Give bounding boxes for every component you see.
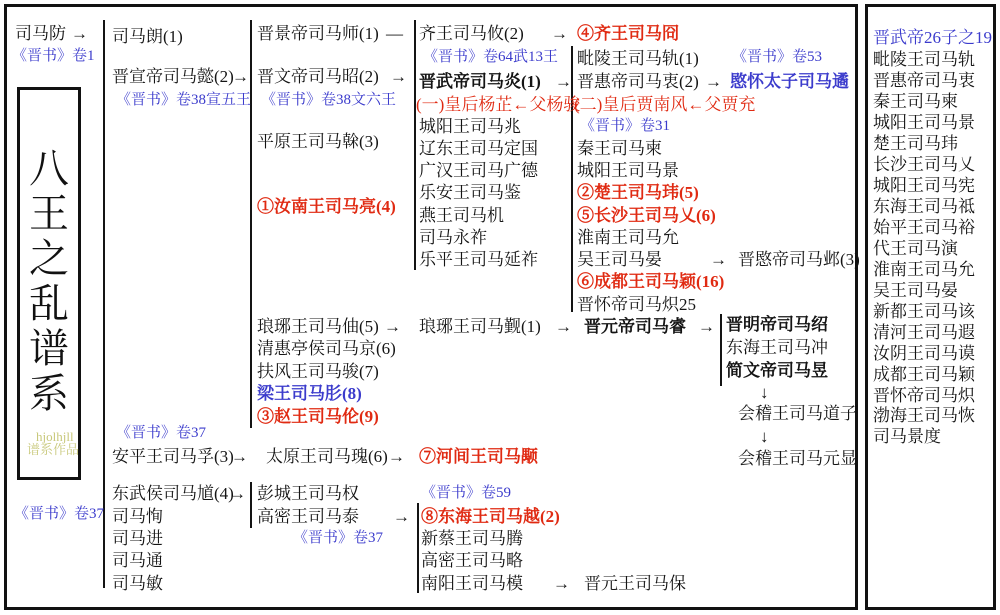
- node-sima-jing-chengyang: 城阳王司马景: [577, 161, 679, 180]
- sidebar-item: 代王司马演: [873, 239, 958, 258]
- node-sima-min: 司马敏: [112, 574, 163, 593]
- node-sima-you: 齐王司马攸(2): [419, 24, 524, 43]
- title-char: 系: [29, 371, 69, 416]
- ref-jinshu-vol37-c3: 《晋书》卷37: [293, 530, 384, 546]
- ref-jinshu-vol59: 《晋书》卷59: [421, 485, 512, 501]
- node-sima-ji: 燕王司马机: [419, 206, 504, 225]
- sidebar-item: 淮南王司马允: [873, 260, 975, 279]
- arrow-down-icon: ↓: [760, 427, 769, 446]
- ref-jinshu-vol31: 《晋书》卷31: [580, 118, 671, 134]
- node-sima-wei-prince2: ②楚王司马玮(5): [577, 183, 699, 202]
- node-sima-zhong-emperor-hui: 晋惠帝司马衷(2): [577, 72, 699, 91]
- sidebar-item: 汝阴王司马谟: [873, 344, 975, 363]
- node-sima-yu-emperor-jianwen: 简文帝司马昱: [726, 361, 828, 380]
- arrow-right-icon: →: [553, 574, 570, 593]
- node-sima-fu: 安平王司马孚(3): [112, 447, 234, 466]
- node-sima-rui-emperor-yuan: 晋元帝司马睿: [584, 317, 686, 336]
- node-sima-yanzuo: 乐平王司马延祚: [419, 250, 538, 269]
- node-sima-kui: 东武侯司马馗(4): [112, 484, 234, 503]
- node-sima-yan-wu: 吴王司马晏: [577, 250, 662, 269]
- node-sima-tong: 司马通: [112, 551, 163, 570]
- arrow-down-icon: ↓: [760, 383, 769, 402]
- sidebar-item: 晋惠帝司马衷: [873, 71, 975, 90]
- title-char: 之: [29, 236, 69, 281]
- node-sima-yan-emperor-wu: 晋武帝司马炎(1): [419, 72, 541, 91]
- bracket-sima-yi-sons: [250, 20, 252, 428]
- node-sima-yi: 晋宣帝司马懿(2): [112, 67, 234, 86]
- node-sima-gui-piling: 毗陵王司马轨(1): [577, 49, 699, 68]
- node-sima-guangde: 广汉王司马广德: [419, 161, 538, 180]
- ref-jinshu-vol64: 《晋书》卷64武13王: [423, 49, 559, 65]
- page-title: [22, 146, 76, 416]
- arrow-right-icon: →: [384, 317, 401, 336]
- title-char: 王: [29, 191, 69, 236]
- sidebar-item: 东海王司马祗: [873, 197, 975, 216]
- node-sima-yue-prince8: ⑧东海王司马越(2): [421, 507, 560, 526]
- node-sima-chi-emperor-huai: 晋怀帝司马炽25: [577, 295, 696, 314]
- bracket-sima-kui-sons: [250, 482, 252, 528]
- node-sima-daozi: 会稽王司马道子: [738, 404, 857, 423]
- arrow-right-icon: →: [555, 317, 572, 336]
- node-sima-dingguo: 辽东王司马定国: [419, 139, 538, 158]
- arrow-right-icon: →: [231, 447, 248, 466]
- node-sima-yun: 淮南王司马允: [577, 228, 679, 247]
- title-char: 乱: [29, 281, 69, 326]
- node-sima-rong: 梁王司马肜(8): [257, 384, 362, 403]
- arrow-right-icon: →: [705, 72, 722, 91]
- node-sima-shao-emperor-ming: 晋明帝司马绍: [726, 315, 828, 334]
- node-sima-tai: 高密王司马泰: [257, 507, 359, 526]
- sidebar-item: 渤海王司马恢: [873, 406, 975, 425]
- bracket-sima-rui-sons: [720, 314, 722, 386]
- node-sima-xun: 司马恂: [112, 507, 163, 526]
- sidebar-item: 长沙王司马乂: [873, 155, 975, 174]
- node-sima-zhao-chengyang: 城阳王司马兆: [419, 117, 521, 136]
- arrow-right-icon: →: [232, 67, 249, 86]
- node-sima-jian-qin: 秦王司马柬: [577, 139, 662, 158]
- title-char: 谱: [29, 326, 69, 371]
- ref-jinshu-vol38-wen: 《晋书》卷38文六王: [261, 92, 397, 108]
- bracket-sima-tai-sons: [417, 503, 419, 593]
- node-sima-chong: 东海王司马冲: [726, 338, 828, 357]
- watermark-line2: 谱系作品: [27, 442, 80, 457]
- adoption-dash: —: [386, 24, 403, 43]
- node-sima-jiong-prince4: ④齐王司马冏: [577, 24, 679, 43]
- node-sima-yong-prince7: ⑦河间王司马颙: [419, 447, 538, 466]
- sidebar-item: 秦王司马柬: [873, 92, 958, 111]
- title-char: 八: [29, 146, 69, 191]
- node-sima-zhou: 琅琊王司马伷(5): [257, 317, 379, 336]
- bracket-sima-zhao-sons: [414, 20, 416, 270]
- sidebar-item: 楚王司马玮: [873, 134, 958, 153]
- sidebar-header: 晋武帝26子之19: [873, 28, 992, 47]
- node-sima-yongzuo: 司马永祚: [419, 228, 487, 247]
- node-sima-quan: 彭城王司马权: [257, 484, 359, 503]
- node-sima-ye-emperor-min: 晋愍帝司马邺(3): [738, 250, 860, 269]
- sidebar-item: 新都王司马该: [873, 302, 975, 321]
- node-sima-jun: 扶风王司马骏(7): [257, 362, 379, 381]
- node-sima-zhao: 晋文帝司马昭(2): [257, 67, 379, 86]
- node-sima-jian-lean: 乐安王司马鉴: [419, 183, 521, 202]
- sidebar-item: 司马景度: [873, 427, 941, 446]
- watermark-line1: hjolhjll: [36, 429, 74, 444]
- node-sima-jin: 司马进: [112, 529, 163, 548]
- ref-jinshu-vol38-xuan: 《晋书》卷38宣五王: [116, 92, 252, 108]
- node-sima-yu-crownprince: 愍怀太子司马遹: [730, 72, 849, 91]
- sidebar-item: 成都王司马颖: [873, 365, 975, 384]
- node-sima-lue: 高密王司马略: [421, 551, 523, 570]
- ref-jinshu-vol37-c2: 《晋书》卷37: [116, 425, 207, 441]
- annotation-empress-yang: (一)皇后杨芷←父杨骏: [416, 95, 581, 114]
- node-sima-shi: 晋景帝司马师(1): [257, 24, 379, 43]
- arrow-right-icon: →: [710, 250, 727, 269]
- arrow-right-icon: →: [393, 507, 410, 526]
- arrow-right-icon: →: [229, 484, 246, 503]
- bracket-sima-fang-sons: [103, 20, 105, 588]
- node-sima-lang: 司马朗(1): [112, 27, 183, 46]
- node-sima-ai-prince5: ⑤长沙王司马乂(6): [577, 206, 716, 225]
- arrow-right-icon: →: [698, 317, 715, 336]
- node-sima-gan: 平原王司马榦(3): [257, 132, 379, 151]
- arrow-right-icon: →: [555, 72, 572, 91]
- ref-jinshu-vol37-left: 《晋书》卷37: [14, 506, 105, 522]
- sidebar-item: 城阳王司马景: [873, 113, 975, 132]
- node-sima-gui-taiyuan: 太原王司马瑰(6): [266, 447, 388, 466]
- ref-jinshu-vol53: 《晋书》卷53: [732, 49, 823, 65]
- arrow-right-icon: →: [551, 24, 568, 43]
- sidebar-item: 晋怀帝司马炽: [873, 386, 975, 405]
- arrow-right-icon: →: [71, 24, 88, 43]
- sidebar-item: 城阳王司马宪: [873, 176, 975, 195]
- node-sima-mo: 南阳王司马模: [421, 574, 523, 593]
- sidebar-item: 毗陵王司马轨: [873, 50, 975, 69]
- node-sima-bao: 晋元王司马保: [584, 574, 686, 593]
- sidebar-item: 吴王司马晏: [873, 281, 958, 300]
- node-sima-jin-langya: 琅琊王司马觐(1): [419, 317, 541, 336]
- node-sima-lun-prince3: ③赵王司马伦(9): [257, 407, 379, 426]
- sidebar-item: 清河王司马遐: [873, 323, 975, 342]
- node-sima-teng: 新蔡王司马腾: [421, 529, 523, 548]
- ref-jinshu-vol1: 《晋书》卷1: [12, 48, 95, 64]
- node-sima-ying-prince6: ⑥成都王司马颖(16): [577, 272, 725, 291]
- node-sima-yuanxian: 会稽王司马元显: [738, 449, 857, 468]
- arrow-right-icon: →: [390, 67, 407, 86]
- node-sima-fang: 司马防: [15, 24, 66, 43]
- node-sima-jing-marquis: 清惠亭侯司马京(6): [257, 339, 396, 358]
- sidebar-item: 始平王司马裕: [873, 218, 975, 237]
- annotation-empress-jia: (二)皇后贾南风←父贾充: [574, 95, 756, 114]
- node-sima-liang-prince1: ①汝南王司马亮(4): [257, 197, 396, 216]
- arrow-right-icon: →: [388, 447, 405, 466]
